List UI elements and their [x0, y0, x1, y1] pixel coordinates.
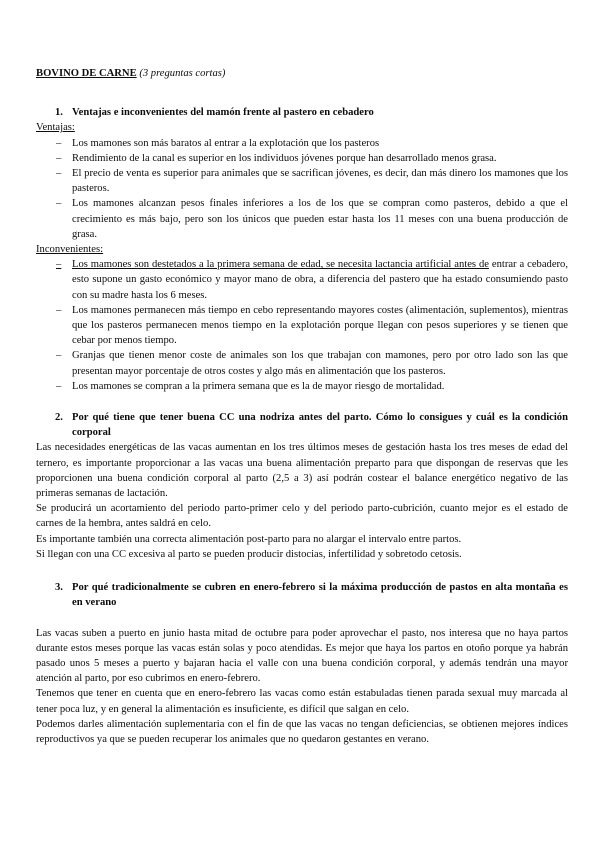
question-3-section [36, 580, 568, 747]
list-item [36, 303, 568, 349]
paragraph: Tenemos que tener en cuenta que en enero-febrero las vacas como están estabuladas tienen parada sexual muy marcada al tener poca luz, y en general la alimentación es insuficiente, es difícil que salgan en celo. [36, 688, 568, 715]
document-title: BOVINO DE CARNE [36, 68, 137, 79]
dash-marker: – [56, 152, 62, 164]
dash-marker: – [56, 350, 62, 362]
question-2-heading-text: Por qué tiene que tener buena CC una nodriza antes del parto. Cómo lo consigues y cuál es la condición corporal [72, 412, 568, 439]
question-1-heading [36, 105, 568, 120]
document-subtitle: (3 preguntas cortas) [139, 68, 226, 79]
list-item [36, 136, 568, 151]
underlined-text: Los mamones son destetados a la primera semana de edad, se necesita lactancia artificial antes de [72, 259, 489, 271]
list-item-text: Rendimiento de la canal es superior en los individuos jóvenes porque han desarrollado menos grasa. [72, 152, 497, 164]
plain-text: entrar a cebadero, esto supone un gasto económico y mayor mano de obra, a diferencia del pastero que ha estado consumiendo pasto con su madre hasta los 6 meses. [72, 259, 568, 301]
inconvenientes-label: Inconvenientes: [36, 244, 104, 256]
list-item [36, 257, 568, 303]
question-1-number: 1. [55, 107, 63, 119]
list-item [36, 379, 568, 394]
paragraph: Se producirá un acortamiento del periodo parto-primer celo y del periodo parto-cubrición, cuanto mejor es el estado de carnes de la hembra, antes saldrá en celo. [36, 503, 568, 530]
question-1-heading-text: Ventajas e inconvenientes del mamón frente al pastero en cebadero [72, 107, 374, 119]
paragraph: Es importante también una correcta alimentación post-parto para no alargar el intervalo entre partos. [36, 533, 462, 545]
paragraph: Las necesidades energéticas de las vacas aumentan en los tres últimos meses de gestación hasta los tres meses de edad del ternero, es importante proporcionar a las vacas una buena alimentación preparto para que dispongan de reservas que les proporcionen una buena condición corporal al parto (2,5 a 3) así podrán costear el balance energético negativo de las primeras semanas de lactación. [36, 442, 568, 500]
list-item [36, 166, 568, 196]
dash-marker: – [56, 380, 62, 392]
question-3-heading-text: Por qué tradicionalmente se cubren en enero-febrero si la máxima producción de pastos en alta montaña es en verano [72, 582, 568, 609]
list-item-text [72, 350, 568, 376]
dash-marker: – [56, 304, 62, 316]
question-2-section [36, 410, 568, 562]
list-item-text: Los mamones alcanzan pesos finales inferiores a los de los que se compran como pasteros, debido a que el crecimiento es más bajo, pero son los únicos que pueden estar hasta los 11 meses con una buena producción de grasa. [72, 198, 568, 240]
list-item-text: Los mamones son más baratos al entrar a la explotación que los pasteros [72, 137, 380, 149]
list-item [36, 196, 568, 242]
plain-text: Granjas que tienen menor coste de animales son los que trabajan con mamones, pero por otro lado son las que presentan mayor porcentaje de otros costes y algo más en alimentación que los pasteros. [72, 350, 568, 377]
list-item [36, 348, 568, 378]
question-3-heading [36, 580, 568, 610]
dash-marker: – [56, 259, 62, 271]
list-item [36, 151, 568, 166]
dash-marker: – [56, 198, 62, 210]
list-item-text [72, 381, 444, 392]
paragraph: Si llegan con una CC excesiva al parto se pueden producir distocias, infertilidad y sobretodo cetosis. [36, 548, 462, 560]
list-item-text: El precio de venta es superior para animales que se sacrifican jóvenes, es decir, dan más dinero los mamones que los pasteros. [72, 168, 568, 195]
question-3-number: 3. [55, 582, 63, 594]
list-item-text [72, 259, 568, 300]
dash-marker: – [56, 137, 62, 149]
question-1-section [36, 105, 568, 394]
question-2-heading [36, 410, 568, 440]
dash-marker: – [56, 168, 62, 180]
plain-text: Los mamones permanecen más tiempo en cebo representando mayores costes (alimentación, suplementos), mientras que los pasteros permanecen menos tiempo en la explotación porque llegan con pesos superiores y se tienen que cebar por menos tiempo. [72, 304, 568, 347]
question-2-number: 2. [55, 412, 63, 424]
plain-text: Los mamones se compran a la primera semana que es la de mayor riesgo de mortalidad. [72, 380, 445, 392]
paragraph: Podemos darles alimentación suplementaria con el fin de que las vacas no tengan deficiencias, se obtienen mejores índices reproductivos ya que se pueden recuperar los animales que no quedaron gestantes en verano. [36, 718, 568, 745]
ventajas-label: Ventajas: [36, 122, 75, 134]
document-title-row [36, 66, 568, 81]
paragraph: Las vacas suben a puerto en junio hasta mitad de octubre para poder aprovechar el pasto, nos interesa que no haya partos durante estos meses porque las vacas están solas y poco atendidas. Es mejor que haya los partos en otoño porque ya habrán pasado unos 5 meses a puerto y bajaran hacia el valle con una buena condición corporal, y además tendrán una mayor atención al parto, por eso cubrimos en enero-febrero. [36, 627, 568, 685]
list-item-text [72, 305, 568, 346]
